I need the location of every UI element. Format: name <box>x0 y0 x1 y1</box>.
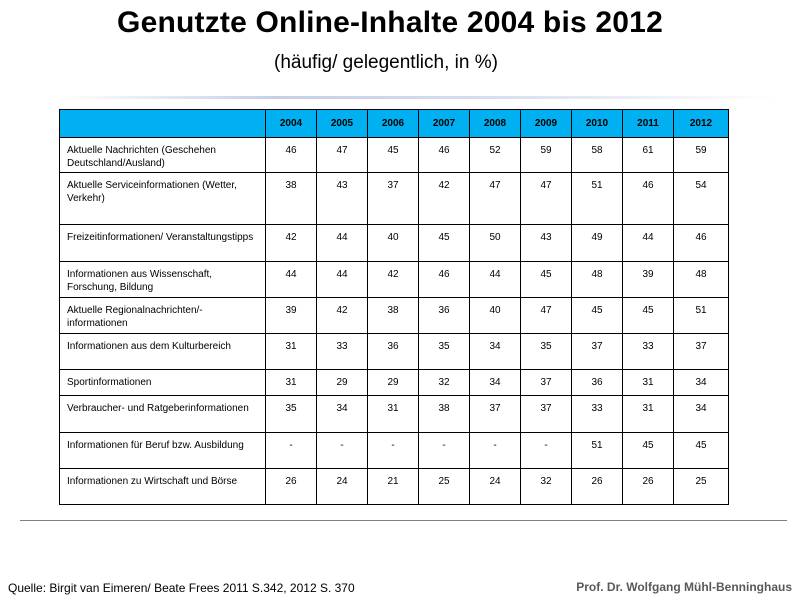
table-row <box>60 433 729 469</box>
page-title: Genutzte Online-Inhalte 2004 bis 2012 <box>117 6 663 39</box>
value-cell: 24 <box>470 469 521 505</box>
value-cell: 45 <box>419 225 470 262</box>
table-row <box>60 173 729 225</box>
value-cell: 36 <box>368 334 419 370</box>
value-cell: 44 <box>317 225 368 262</box>
value-cell: 24 <box>317 469 368 505</box>
value-cell: 26 <box>572 469 623 505</box>
table-row <box>60 396 729 433</box>
table-row <box>60 334 729 370</box>
row-label: Aktuelle Regionalnachrichten/-informationen <box>60 298 266 334</box>
value-cell: - <box>317 433 368 469</box>
year-header-2005: 2005 <box>317 110 368 138</box>
year-header-2012: 2012 <box>674 110 729 138</box>
value-cell: 21 <box>368 469 419 505</box>
source-note: Quelle: Birgit van Eimeren/ Beate Frees 2011 S.342, 2012 S. 370 <box>8 581 355 595</box>
value-cell: 58 <box>572 138 623 173</box>
value-cell: 45 <box>368 138 419 173</box>
value-cell: 43 <box>317 173 368 225</box>
value-cell: 48 <box>674 262 729 298</box>
row-label: Informationen aus Wissenschaft, Forschung, Bildung <box>60 262 266 298</box>
value-cell: 44 <box>470 262 521 298</box>
value-cell: 51 <box>572 433 623 469</box>
value-cell: 38 <box>266 173 317 225</box>
row-label: Aktuelle Nachrichten (Geschehen Deutschland/Ausland) <box>60 138 266 173</box>
value-cell: 61 <box>623 138 674 173</box>
value-cell: - <box>521 433 572 469</box>
value-cell: 31 <box>623 370 674 396</box>
online-content-table <box>59 109 729 505</box>
value-cell: 47 <box>521 173 572 225</box>
value-cell: 37 <box>674 334 729 370</box>
value-cell: - <box>266 433 317 469</box>
value-cell: 35 <box>521 334 572 370</box>
value-cell: 31 <box>266 334 317 370</box>
row-label: Informationen für Beruf bzw. Ausbildung <box>60 433 266 469</box>
author-name: Prof. Dr. Wolfgang Mühl-Benninghaus <box>576 580 792 594</box>
value-cell: 43 <box>521 225 572 262</box>
year-header-2008: 2008 <box>470 110 521 138</box>
table-row <box>60 262 729 298</box>
year-header-2007: 2007 <box>419 110 470 138</box>
value-cell: 44 <box>623 225 674 262</box>
value-cell: 26 <box>623 469 674 505</box>
value-cell: 45 <box>572 298 623 334</box>
value-cell: 52 <box>470 138 521 173</box>
value-cell: 39 <box>623 262 674 298</box>
row-label: Freizeitinformationen/ Veranstaltungstipps <box>60 225 266 262</box>
value-cell: 33 <box>572 396 623 433</box>
table-row <box>60 469 729 505</box>
year-header-2009: 2009 <box>521 110 572 138</box>
value-cell: 31 <box>368 396 419 433</box>
value-cell: 36 <box>572 370 623 396</box>
value-cell: 37 <box>572 334 623 370</box>
value-cell: 49 <box>572 225 623 262</box>
value-cell: 31 <box>623 396 674 433</box>
title-underline <box>60 96 780 99</box>
row-label: Sportinformationen <box>60 370 266 396</box>
value-cell: 45 <box>623 298 674 334</box>
value-cell: 50 <box>470 225 521 262</box>
value-cell: 37 <box>368 173 419 225</box>
value-cell: 26 <box>266 469 317 505</box>
row-label: Informationen aus dem Kulturbereich <box>60 334 266 370</box>
value-cell: 33 <box>317 334 368 370</box>
value-cell: 47 <box>521 298 572 334</box>
year-header-2010: 2010 <box>572 110 623 138</box>
value-cell: 34 <box>470 334 521 370</box>
value-cell: 37 <box>521 370 572 396</box>
value-cell: 54 <box>674 173 729 225</box>
value-cell: 38 <box>368 298 419 334</box>
value-cell: 39 <box>266 298 317 334</box>
value-cell: 48 <box>572 262 623 298</box>
value-cell: 32 <box>521 469 572 505</box>
value-cell: - <box>419 433 470 469</box>
value-cell: 51 <box>674 298 729 334</box>
value-cell: 46 <box>266 138 317 173</box>
value-cell: 45 <box>674 433 729 469</box>
value-cell: 46 <box>623 173 674 225</box>
value-cell: 46 <box>419 262 470 298</box>
value-cell: 42 <box>266 225 317 262</box>
value-cell: 35 <box>419 334 470 370</box>
value-cell: 32 <box>419 370 470 396</box>
page-subtitle <box>0 52 780 74</box>
value-cell: 44 <box>266 262 317 298</box>
value-cell: 34 <box>674 396 729 433</box>
year-header-2006: 2006 <box>368 110 419 138</box>
row-label: Aktuelle Serviceinformationen (Wetter, Verkehr) <box>60 173 266 225</box>
value-cell: 59 <box>521 138 572 173</box>
value-cell: 40 <box>470 298 521 334</box>
value-cell: 34 <box>470 370 521 396</box>
value-cell: 29 <box>368 370 419 396</box>
value-cell: 35 <box>266 396 317 433</box>
value-cell: 36 <box>419 298 470 334</box>
table-header-row <box>60 110 729 138</box>
value-cell: 37 <box>521 396 572 433</box>
value-cell: 42 <box>368 262 419 298</box>
value-cell: 47 <box>470 173 521 225</box>
value-cell: 59 <box>674 138 729 173</box>
table-body <box>60 138 729 505</box>
value-cell: 46 <box>419 138 470 173</box>
value-cell: 47 <box>317 138 368 173</box>
row-label: Verbraucher- und Ratgeberinformationen <box>60 396 266 433</box>
value-cell: 38 <box>419 396 470 433</box>
value-cell: 40 <box>368 225 419 262</box>
value-cell: 51 <box>572 173 623 225</box>
value-cell: 29 <box>317 370 368 396</box>
value-cell: 34 <box>317 396 368 433</box>
year-header-2011: 2011 <box>623 110 674 138</box>
value-cell: - <box>368 433 419 469</box>
value-cell: 44 <box>317 262 368 298</box>
value-cell: 42 <box>419 173 470 225</box>
value-cell: 37 <box>470 396 521 433</box>
value-cell: 46 <box>674 225 729 262</box>
table-row <box>60 370 729 396</box>
value-cell: 45 <box>623 433 674 469</box>
header-label-cell <box>60 110 266 138</box>
value-cell: 45 <box>521 262 572 298</box>
value-cell: 25 <box>674 469 729 505</box>
footer-divider <box>20 520 787 521</box>
value-cell: 31 <box>266 370 317 396</box>
value-cell: 42 <box>317 298 368 334</box>
row-label: Informationen zu Wirtschaft und Börse <box>60 469 266 505</box>
value-cell: 34 <box>674 370 729 396</box>
value-cell: 25 <box>419 469 470 505</box>
year-header-2004: 2004 <box>266 110 317 138</box>
table-row <box>60 298 729 334</box>
subtitle-text: (häufig/ gelegentlich, in %) <box>274 52 498 73</box>
value-cell: - <box>470 433 521 469</box>
table-row <box>60 225 729 262</box>
table-row <box>60 138 729 173</box>
value-cell: 33 <box>623 334 674 370</box>
